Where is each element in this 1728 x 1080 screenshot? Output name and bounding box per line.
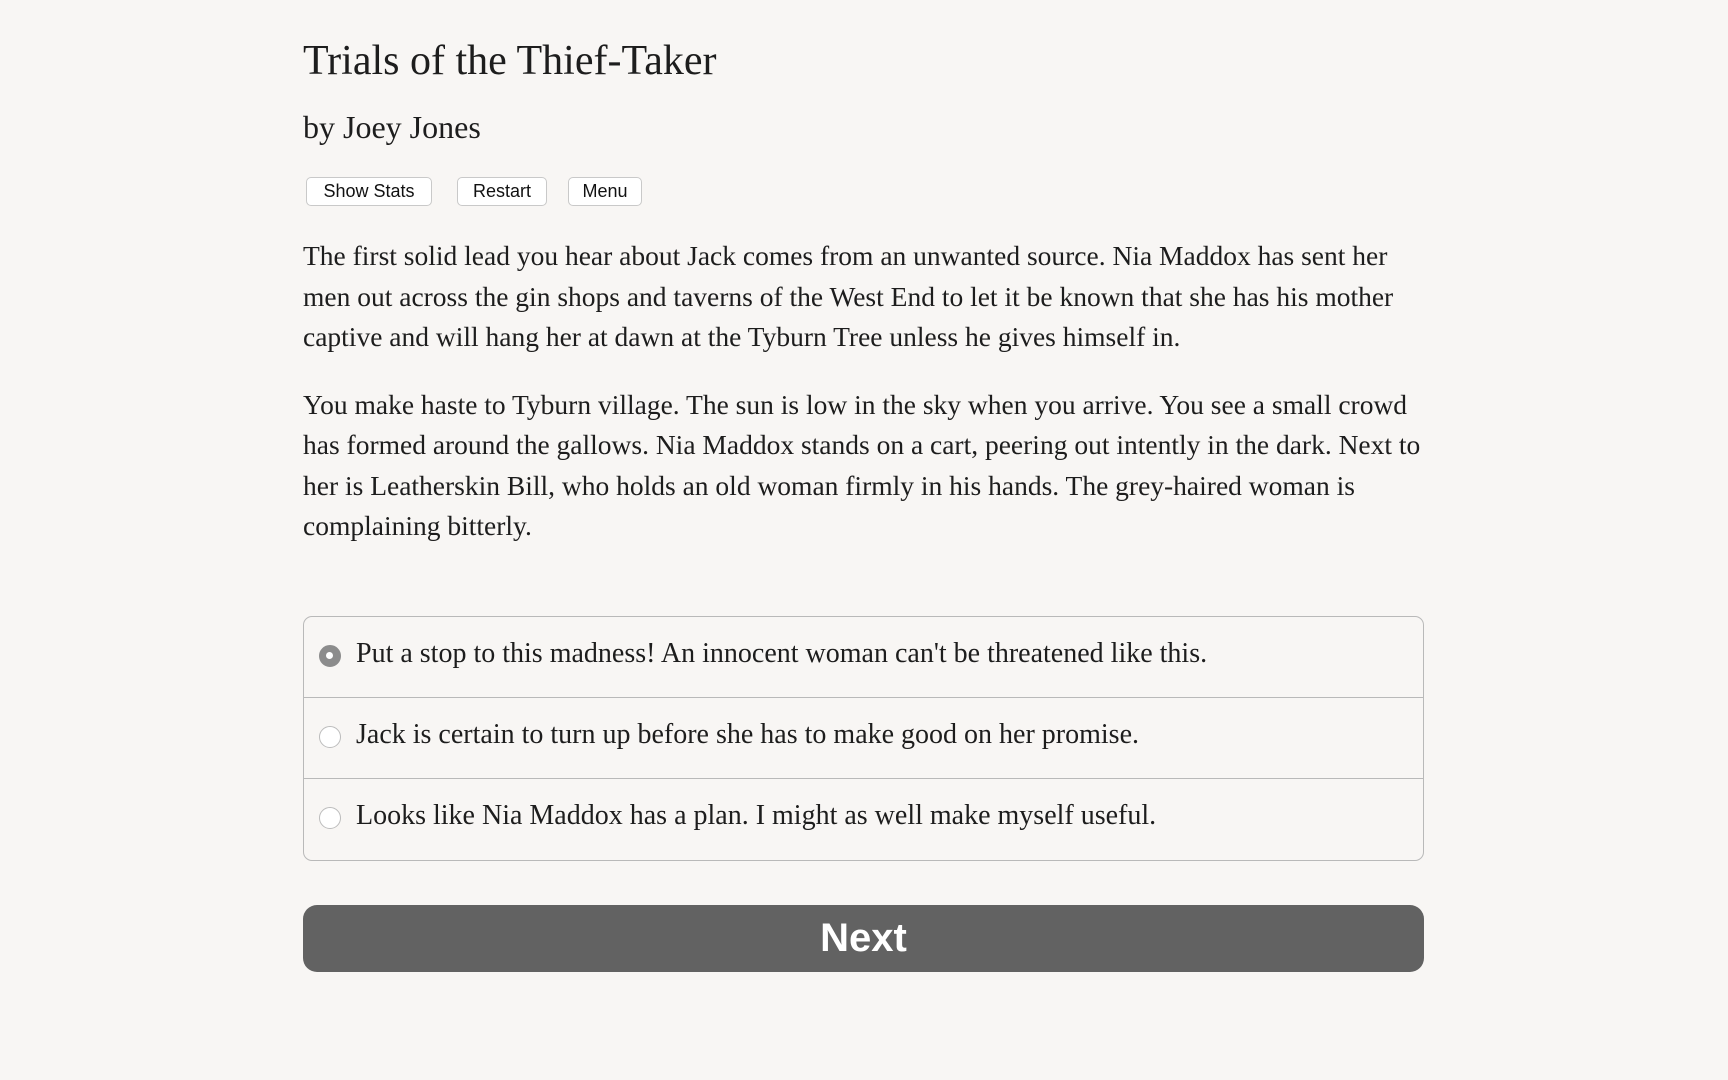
choice-label[interactable]: Jack is certain to turn up before she has to make good on her promise. — [356, 719, 1140, 750]
restart-button[interactable]: Restart — [457, 177, 547, 206]
story-paragraph: The first solid lead you hear about Jack comes from an unwanted source. Nia Maddox has sent her men out across the gin shops and taverns of the West End to let it be known that she has his mother captive and will hang her at dawn at the Tyburn Tree unless he gives himself in. — [303, 240, 1394, 352]
story-paragraph: You make haste to Tyburn village. The sun is low in the sky when you arrive. You see a small crowd has formed around the gallows. Nia Maddox stands on a cart, peering out intently in the dark. Next to her is Leatherskin Bill, who holds an old woman firmly in his hands. The grey-haired woman is complaining bitterly. — [303, 388, 1421, 541]
menu-button[interactable]: Menu — [568, 177, 642, 206]
radio-button[interactable] — [319, 807, 341, 829]
next-button[interactable]: Next — [303, 905, 1424, 972]
game-title: Trials of the Thief-Taker — [303, 38, 717, 84]
choice-list — [303, 616, 1424, 861]
choice-option-2[interactable] — [304, 697, 1423, 778]
choice-option-3[interactable] — [304, 778, 1423, 859]
show-stats-button[interactable]: Show Stats — [306, 177, 432, 206]
choice-label[interactable]: Put a stop to this madness! An innocent woman can't be threatened like this. — [356, 638, 1208, 669]
story-text — [303, 236, 1424, 574]
game-author: by Joey Jones — [303, 109, 481, 145]
choice-option-1[interactable] — [304, 617, 1423, 698]
choice-label[interactable]: Looks like Nia Maddox has a plan. I might as well make myself useful. — [356, 800, 1157, 831]
radio-button[interactable] — [319, 726, 341, 748]
radio-button-selected[interactable] — [319, 645, 341, 667]
